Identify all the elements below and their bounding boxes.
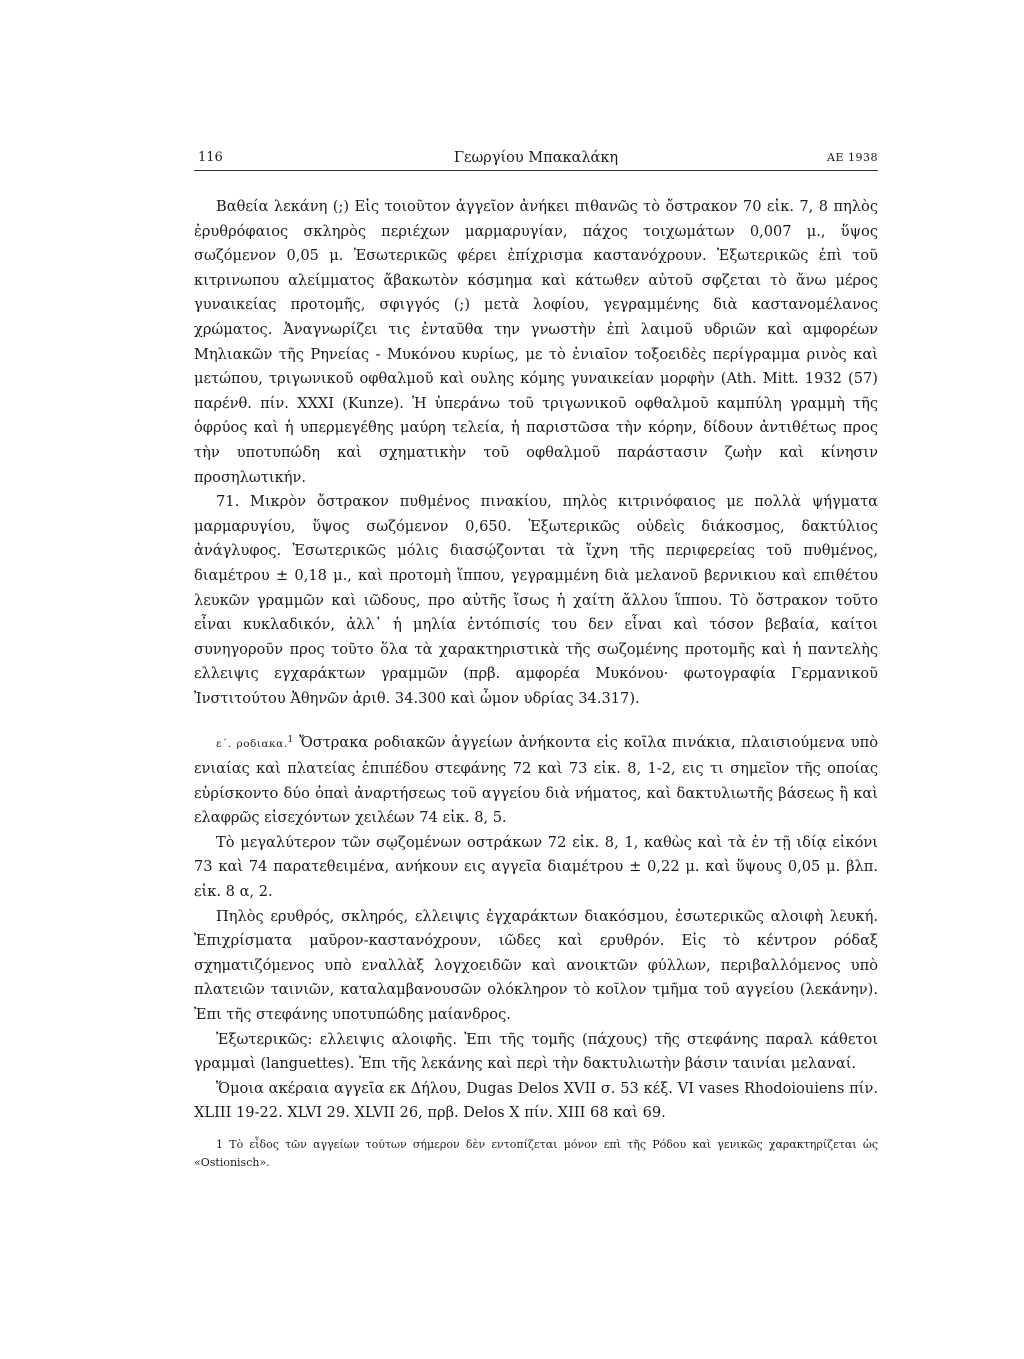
running-head-journal: ΑΕ 1938 [827, 151, 878, 164]
page [194, 148, 878, 1172]
footnote: 1 Τὸ εἶδος τῶν αγγείων τούτων σήμερον δὲν εντοπίζεται μόνον επὶ τῆς Ρόδου καὶ γενικῶς χαρακτηρίζεται ὡς «Ostionisch». [194, 1137, 878, 1169]
page-number: 116 [198, 150, 223, 165]
paragraph-rhodian-2: Τὸ μεγαλύτερον τῶν σῳζομένων οστράκων 72 εἰκ. 8, 1, καθὼς καὶ τὰ ἐν τῇ ιδίᾳ εἰκόνι 73 καὶ 74 παρατεθειμένα, ανήκουν εις αγγεῖα διαμέτρου ± 0,22 μ. καὶ ὕψους 0,05 μ. βλπ. εἰκ. 8 α, 2. [194, 833, 878, 901]
running-head-author: Γεωργίου Μπακαλάκη [453, 150, 619, 166]
article-body [194, 195, 878, 1172]
section-label: ε΄. ροδιακα. [216, 738, 288, 751]
paragraph-rhodian-5: Ὅμοια ακέραια αγγεῖα εκ Δήλου, Dugas Delos XVII σ. 53 κέξ. VI vases Rhodoiouiens πίν. XLIII 19-22. XLVI 29. XLVII 26, πρβ. Delos X πίν. XIII 68 καὶ 69. [194, 1079, 878, 1122]
section-rhodian-intro [194, 731, 878, 830]
running-head [194, 148, 878, 171]
section-rhodian-text: Ὄστρακα ροδιακῶν ἀγγείων ἀνήκοντα εἰς κοῖλα πινάκια, πλαισιούμενα υπὸ ενιαίας καὶ πλατείας ἐπιπέδου στεφάνης 72 καὶ 73 εἰκ. 8, 1-2, εις τι σημεῖον τῆς οποίας εὑρίσκοντο δύο ὀπαὶ ἀναρτήσεως τοῦ αγγείου διὰ νήματος, καὶ δακτυλιωτῆς βάσεως ἢ καὶ ελαφρῶς εἰσεχόντων χειλέων 74 εἰκ. 8, 5. [194, 734, 878, 827]
footnote-marker: 1 [287, 735, 294, 746]
paragraph-rhodian-4: Ἐξωτερικῶς: ελλειψις αλοιφῆς. Ἐπι τῆς τομῆς (πάχους) τῆς στεφάνης παραλ κάθετοι γραμμαὶ (languettes). Ἐπι τῆς λεκάνης καὶ περὶ τὴν δακτυλιωτὴν βάσιν ταινίαι μελαναί. [194, 1030, 878, 1073]
paragraph-70: Βαθεία λεκάνη (;) Εἰς τοιοῦτον ἀγγεῖον ἀνήκει πιθανῶς τὸ ὄστρακον 70 εἰκ. 7, 8 πηλὸς ἐρυθρόφαιος σκληρὸς περιέχων μαρμαρυγίαν, πάχος τοιχωμάτων 0,007 μ., ὕψος σωζόμενον 0,05 μ. Ἐσωτερικῶς φέρει ἐπίχρισμα καστανόχρουν. Ἐξωτερικῶς ἐπὶ τοῦ κιτρινωπου αλείμματος ἄβακωτὸν κόσμημα καὶ κάτωθεν αὐτοῦ σφζεται τὸ ἄνω μέρος γυναικείας προτομῆς, σφιγγός (;) μετὰ λοφίου, γεγραμμένης διὰ καστανομέλανος χρώματος. Ἀναγνωρίζει τις ἐνταῦθα την γνωστὴν ἐπὶ λαιμοῦ υδριῶν καὶ αμφορέων Μηλιακῶν τῆς Ρηνείας - Μυκόνου κυρίως, με τὸ ἐνιαῖον τοξοειδὲς περίγραμμα ρινὸς καὶ μετώπου, τριγωνικοῦ οφθαλμοῦ καὶ ουλης κόμης γυναικείαν μορφὴν (Ath. Mitt. 1932 (57) παρένθ. πίν. XXXI (Kunze). Ἡ ὑπεράνω τοῦ τριγωνικοῦ οφθαλμοῦ καμπύλη γραμμὴ τῆς ὀφρύος καὶ ἡ υπερμεγέθης μαύρη τελεία, ἡ παριστῶσα τὴν κόρην, δίδουν ἀντιθέτως προς τὴν υποτυπώδη καὶ σχηματικὴν τοῦ οφθαλμοῦ παράστασιν ζωὴν καὶ κίνησιν προσηλωτικήν. [194, 198, 878, 486]
paragraph-rhodian-3: Πηλὸς ερυθρός, σκληρός, ελλειψις ἐγχαράκτων διακόσμου, ἐσωτερικῶς αλοιφὴ λευκή. Ἐπιχρίσματα μαῦρον-καστανόχρουν, ιῶδες καὶ ερυθρόν. Εἰς τὸ κέντρον ρόδαξ σχηματιζόμενος υπὸ εναλλὰξ λογχοειδῶν καὶ ανοικτῶν φύλλων, περιβαλλόμενος υπὸ πλατειῶν ταινιῶν, καταλαμβανουσῶν ολόκληρον τὸ κοῖλον τμῆμα τοῦ αγγείου (λεκάνην). Ἐπι τῆς στεφάνης υποτυπώδης μαίανδρος. [194, 907, 878, 1023]
paragraph-71: 71. Μικρὸν ὄστρακον πυθμένος πινακίου, πηλὸς κιτρινόφαιος με πολλὰ ψήγματα μαρμαρυγίου, ὕψος σωζόμενον 0,650. Ἐξωτερικῶς οὐδεὶς διάκοσμος, δακτύλιος ἀνάγλυφος. Ἐσωτερικῶς μόλις διασῴζονται τὰ ἴχνη τῆς περιφερείας τοῦ πυθμένος, διαμέτρου ± 0,18 μ., καὶ προτομὴ ἵππου, γεγραμμένη διὰ μελανοῦ βερνικιου καὶ επιθέτου λευκῶν γραμμῶν καὶ ιῶδους, προ αὐτῆς ἴσως ἡ χαίτη ἄλλου ἵππου. Τὸ ὄστρακον τοῦτο εἶναι κυκλαδικόν, ἀλλ᾽ ἡ μηλία ἐντόπισίς του δεν εἶναι καὶ τόσον βεβαία, καίτοι συνηγοροῦν προς τοῦτο ὅλα τὰ χαρακτηριστικὰ τῆς σωζομένης προτομῆς καὶ ἡ παντελὴς ελλειψις εγχαράκτων γραμμῶν (πρβ. αμφορέα Μυκόνου· φωτογραφία Γερμανικοῦ Ἰνστιτούτου Ἀθηνῶν ἀριθ. 34.300 καὶ ὦμον υδρίας 34.317). [194, 493, 878, 707]
